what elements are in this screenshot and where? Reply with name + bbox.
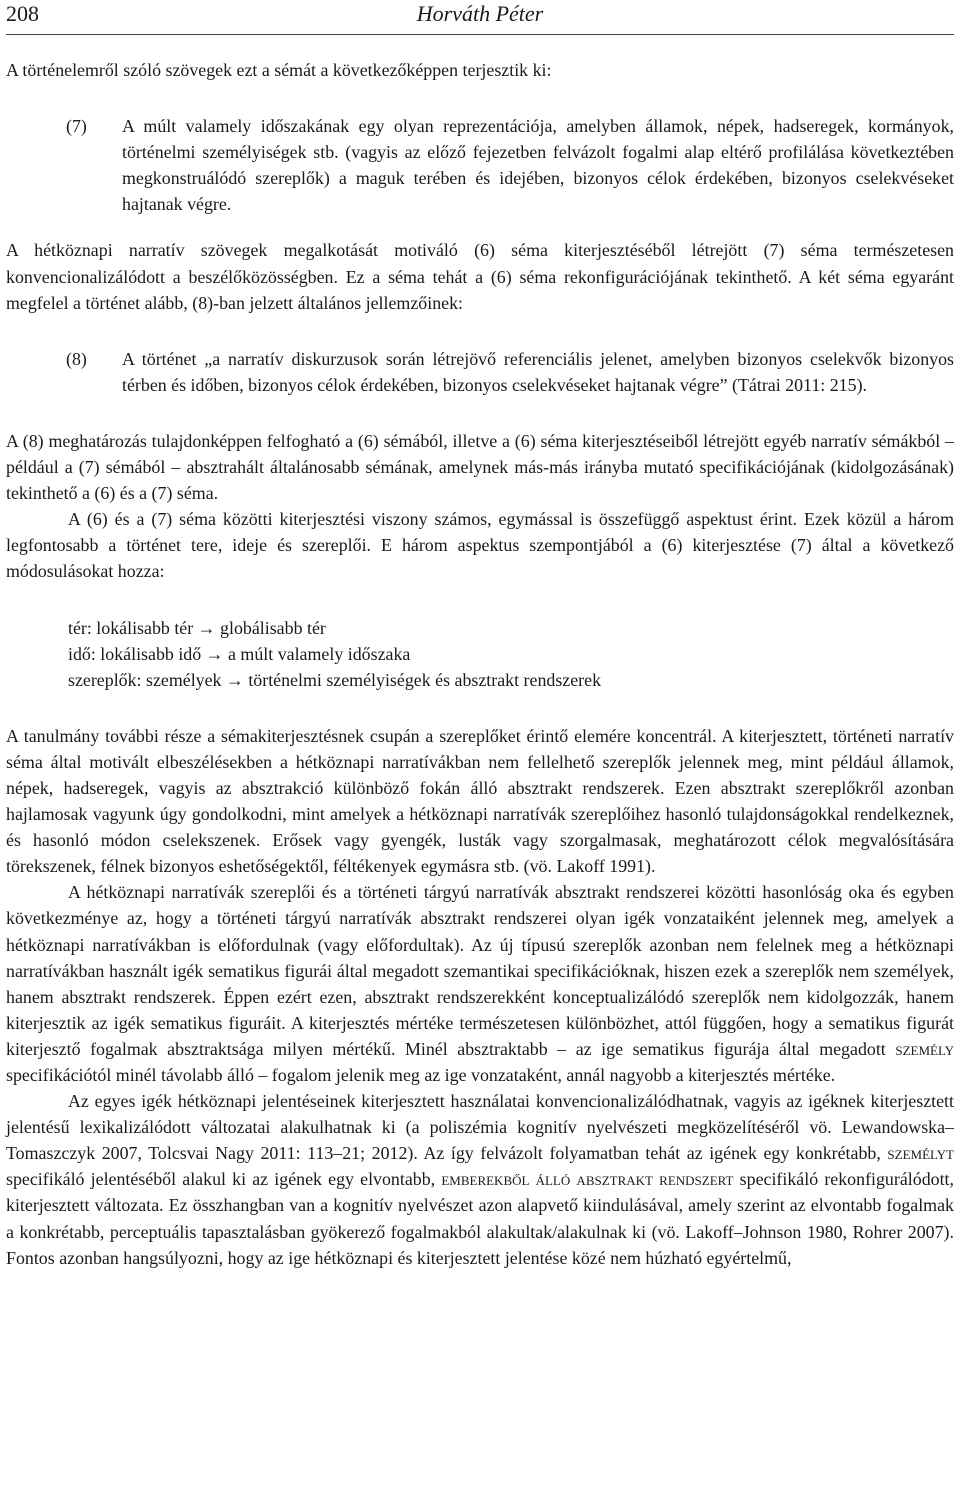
example-text: A történet „a narratív diskurzusok során létrejövő referenciális jelenet, amelyben bizonyos cselekvők bizonyos térben és időben, bizonyos célok érdekében, bizonyos cselekvéseket hajtanak végre” (Tátrai 2011: 215). bbox=[122, 348, 954, 395]
aspect-item: tér: lokálisabb tér → globálisabb tér bbox=[68, 617, 326, 638]
example-number: (7) bbox=[66, 116, 87, 137]
small-caps-term: személy bbox=[895, 1038, 954, 1059]
small-caps-term: emberekből álló absztrakt rendszert bbox=[441, 1169, 734, 1190]
aspect-list bbox=[6, 615, 954, 693]
page-header bbox=[6, 0, 954, 35]
body-paragraph: A (6) és a (7) séma közötti kiterjesztési viszony számos, egymással is összefüggő aspektust érint. Ezek közül a három legfontosabb a történet tere, ideje és szereplői. E három aspektus szempontjából a (6) kiterjesztése (7) által a következő módosulásokat hozza: bbox=[6, 509, 954, 582]
page-body bbox=[6, 57, 954, 1271]
example-7 bbox=[6, 113, 954, 217]
body-paragraph: A tanulmány további része a sémakiterjesztésnek csupán a szereplőket érintő elemére koncentrál. A kiterjesztett, történeti narratív séma által motivált elbeszélésekben a hétköznapi narratívákban nem fellelhető szereplők jelennek meg, mint például államok, népek, hadseregek, vagyis az absztrakció különböző fokán álló absztrakt rendszerek. Ezen absztrakt szereplőkről azonban hajlamosak vagyunk úgy gondolkodni, mint amelyek a hétköznapi narratívák szereplőihez hasonló tulajdonságokkal rendelkeznek, és hasonló módon cselekszenek. Erősek vagy gyengék, lusták vagy szorgalmasak, meghatározott célok megvalósítására törekszenek, félnek bizonyos eshetőségektől, féltékenyek egymásra stb. (vö. Lakoff 1991). bbox=[6, 725, 954, 877]
running-head-author: Horváth Péter bbox=[416, 1, 544, 26]
small-caps-term: személyt bbox=[887, 1143, 954, 1164]
body-paragraph: A hétköznapi narratív szövegek megalkotását motiváló (6) séma kiterjesztéséből létrejött (7) séma természetesen konvencionalizálódott a beszélőközösségben. Ez a séma tehát a (6) séma rekonfigurációjának tekinthető. A két séma egyaránt megfelel a történet alább, (8)-ban jelzett általános jellemzőinek: bbox=[6, 240, 954, 313]
example-number: (8) bbox=[66, 348, 87, 369]
aspect-item: szereplők: személyek → történelmi személyiségek és absztrakt rendszerek bbox=[68, 669, 602, 690]
aspect-item: idő: lokálisabb idő → a múlt valamely időszaka bbox=[68, 643, 411, 664]
body-paragraph: Az egyes igék hétköznapi jelentéseinek kiterjesztett használatai konvencionalizálódhatnak, vagyis az igéknek kiterjesztett jelentésű lexikalizálódott változatai alakulhatnak ki (a poliszémia kognitív nyelvészeti megközelítéséről vö. Lewandowska–Tomaszczyk 2007, Tolcsvai Nagy 2011: 113–21; 2012). Az így felvázolt folyamatban tehát az igének egy konkrétabb, személyt specifikáló jelentéséből alakul ki az igének egy elvontabb, emberekből álló absztrakt rendszert specifikáló rekonfigurálódott, kiterjesztett változata. Ez összhangban van a kognitív nyelvészet azon alapvető kiindulásával, amely szerint az elvontabb fogalmak a konkrétabb, perceptuális tapasztalásban gyökerező fogalmakból alakultak/alakulnak ki (vö. Lakoff–Johnson 1980, Rohrer 2007). Fontos azonban hangsúlyozni, hogy az ige hétköznapi és kiterjesztett jelentése közé nem húzható egyértelmű, bbox=[6, 1091, 955, 1268]
example-8 bbox=[6, 346, 954, 398]
body-paragraph: A (8) meghatározás tulajdonképpen felfogható a (6) sémából, illetve a (6) séma kiterjesztéseiből létrejött egyéb narratív sémákból – például a (7) sémából – absztrahált általánosabb sémának, amelynek más-más irányba mutató specifikációjának (kidolgozásának) tekinthető a (6) és a (7) séma. bbox=[6, 430, 954, 504]
intro-paragraph: A történelemről szóló szövegek ezt a sémát a következőképpen terjesztik ki: bbox=[6, 60, 552, 80]
example-text: A múlt valamely időszakának egy olyan reprezentációja, amelyben államok, népek, hadseregek, kormányok, történelmi személyiségek stb. (vagyis az előző fejezetben felvázolt fogalmi alap eltérő profilálása következtében megkonstruálódó szereplők) a maguk terében és idejében, bizonyos célok érdekében, bizonyos cselekvéseket hajtanak végre. bbox=[122, 116, 954, 215]
page-number: 208 bbox=[6, 1, 39, 26]
body-paragraph: A hétköznapi narratívák szereplői és a történeti tárgyú narratívák absztrakt rendszerei közötti hasonlóság oka és egyben következménye az, hogy a történeti tárgyú narratívák absztrakt rendszerei olyan igék vonzataiként jelennek meg, amelyek a hétköznapi narratívákban is előfordulnak (vagy előfordultak). Az új típusú szereplők azonban nem felelnek meg a hétköznapi narratívákban használt igék sematikus figurái által megadott szemantikai specifikációknak, hiszen ezek a szereplők nem személyek, hanem absztrakt rendszerek. Éppen ezért ezen, absztrakt rendszerekként konceptualizálódó szereplők nem kidolgozzák, hanem kiterjesztik az igék sematikus figuráit. A kiterjesztés mértéke természetesen különbözhet, attól függően, hogy a sematikus figurát kiterjesztő fogalmak absztraktsága milyen mértékű. Minél absztraktabb – az ige sematikus figurája által megadott személy specifikációtól minél távolabb álló – fogalom jelenik meg az ige vonzataként, annál nagyobb a kiterjesztés mértéke. bbox=[6, 882, 954, 1085]
